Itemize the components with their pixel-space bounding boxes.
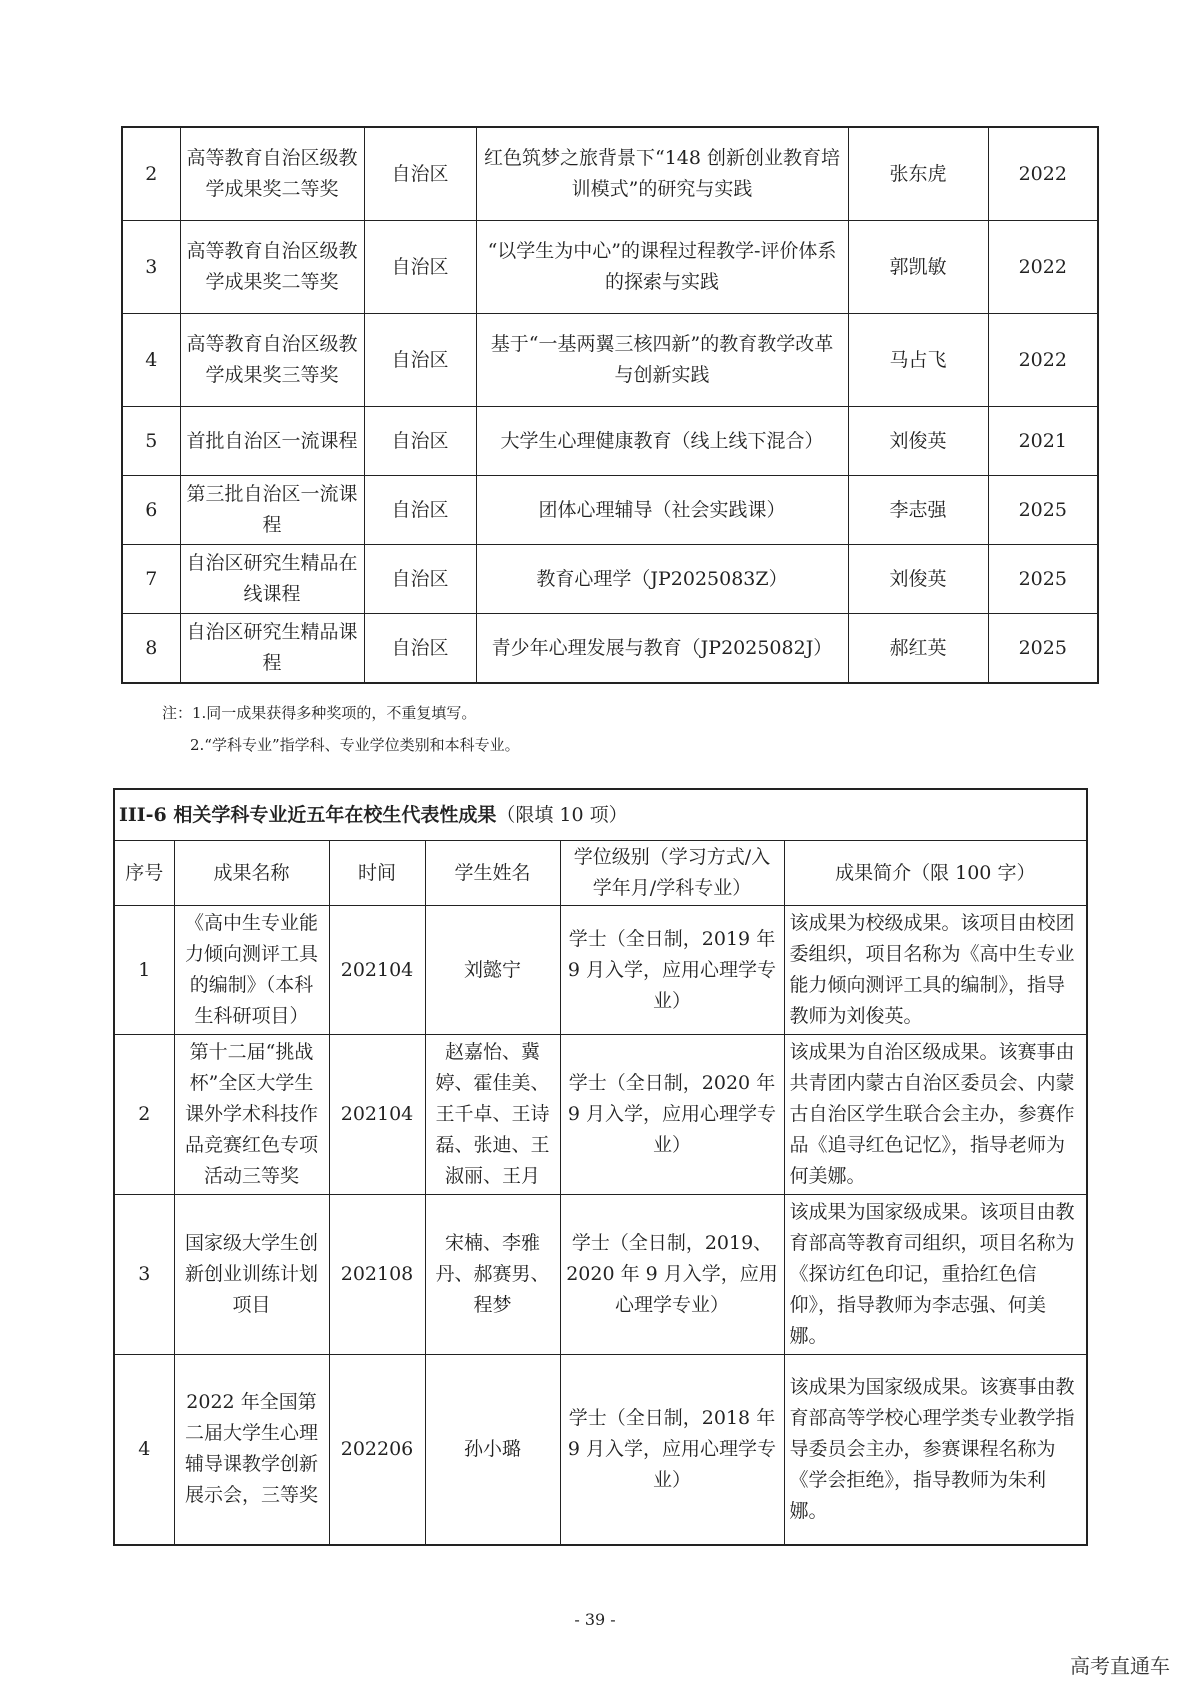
award-name: 自治区研究生精品在线课程 <box>180 545 364 614</box>
awards-table <box>121 126 1099 684</box>
page-number: - 39 - <box>574 1610 616 1629</box>
award-level: 自治区 <box>364 407 476 476</box>
award-year: 2021 <box>988 407 1098 476</box>
award-level: 自治区 <box>364 221 476 314</box>
award-name: 高等教育自治区级教学成果奖二等奖 <box>180 127 364 221</box>
row-no: 6 <box>122 476 180 545</box>
achievement-name: “以学生为中心”的课程过程教学-评价体系的探索与实践 <box>476 221 848 314</box>
award-year: 2022 <box>988 127 1098 221</box>
achievement-time: 202206 <box>329 1355 425 1545</box>
student-names: 孙小璐 <box>425 1355 560 1545</box>
table-row <box>114 906 1087 1035</box>
award-level: 自治区 <box>364 476 476 545</box>
row-no: 5 <box>122 407 180 476</box>
student-names: 赵嘉怡、冀婷、霍佳美、王千卓、王诗磊、张迪、王淑丽、王月 <box>425 1035 560 1195</box>
header-name: 成果名称 <box>174 841 329 906</box>
achievement-name: 教育心理学（JP2025083Z） <box>476 545 848 614</box>
achievement-name: 基于“一基两翼三核四新”的教育教学改革与创新实践 <box>476 314 848 407</box>
achievement-intro: 该成果为自治区级成果。该赛事由共青团内蒙古自治区委员会、内蒙古自治区学生联合会主办，参赛作品《追寻红色记忆》，指导老师为何美娜。 <box>784 1035 1087 1195</box>
student-names: 宋楠、李雅丹、郝赛男、程梦 <box>425 1195 560 1355</box>
footnote-2: 2.“学科专业”指学科、专业学位类别和本科专业。 <box>190 736 520 754</box>
degree-info: 学士（全日制，2018 年 9 月入学，应用心理学专业） <box>560 1355 784 1545</box>
student-names: 刘懿宁 <box>425 906 560 1035</box>
person-name: 郝红英 <box>848 614 988 684</box>
row-no: 4 <box>114 1355 174 1545</box>
watermark: 高考直通车 <box>1070 1654 1170 1678</box>
degree-info: 学士（全日制，2020 年 9 月入学，应用心理学专业） <box>560 1035 784 1195</box>
award-year: 2025 <box>988 476 1098 545</box>
person-name: 张东虎 <box>848 127 988 221</box>
degree-info: 学士（全日制，2019、2020 年 9 月入学，应用心理学专业） <box>560 1195 784 1355</box>
person-name: 李志强 <box>848 476 988 545</box>
award-name: 高等教育自治区级教学成果奖二等奖 <box>180 221 364 314</box>
table-row <box>122 127 1098 221</box>
table-row <box>114 1355 1087 1545</box>
section-title-limit: （限填 10 项） <box>496 803 628 826</box>
achievement-intro: 该成果为国家级成果。该项目由教育部高等教育司组织，项目名称为《探访红色印记，重拾红色信仰》，指导教师为李志强、何美娜。 <box>784 1195 1087 1355</box>
achievement-name: 2022 年全国第二届大学生心理辅导课教学创新展示会，三等奖 <box>174 1355 329 1545</box>
award-year: 2025 <box>988 545 1098 614</box>
award-level: 自治区 <box>364 545 476 614</box>
achievement-time: 202104 <box>329 906 425 1035</box>
row-no: 4 <box>122 314 180 407</box>
table-row <box>122 407 1098 476</box>
person-name: 刘俊英 <box>848 545 988 614</box>
person-name: 郭凯敏 <box>848 221 988 314</box>
row-no: 3 <box>122 221 180 314</box>
achievement-name: 大学生心理健康教育（线上线下混合） <box>476 407 848 476</box>
award-name: 自治区研究生精品课程 <box>180 614 364 684</box>
person-name: 马占飞 <box>848 314 988 407</box>
achievement-time: 202104 <box>329 1035 425 1195</box>
row-no: 1 <box>114 906 174 1035</box>
table-row <box>122 476 1098 545</box>
award-level: 自治区 <box>364 127 476 221</box>
achievement-name: 第十二届“挑战杯”全区大学生课外学术科技作品竞赛红色专项活动三等奖 <box>174 1035 329 1195</box>
award-name: 高等教育自治区级教学成果奖三等奖 <box>180 314 364 407</box>
section-title-main: III-6 相关学科专业近五年在校生代表性成果 <box>119 803 497 826</box>
achievement-name: 《高中生专业能力倾向测评工具的编制》（本科生科研项目） <box>174 906 329 1035</box>
achievement-intro: 该成果为校级成果。该项目由校团委组织，项目名称为《高中生专业能力倾向测评工具的编制》，指导教师为刘俊英。 <box>784 906 1087 1035</box>
award-name: 第三批自治区一流课程 <box>180 476 364 545</box>
header-no: 序号 <box>114 841 174 906</box>
table-row <box>122 221 1098 314</box>
award-year: 2022 <box>988 221 1098 314</box>
header-time: 时间 <box>329 841 425 906</box>
header-intro: 成果简介（限 100 字） <box>784 841 1087 906</box>
person-name: 刘俊英 <box>848 407 988 476</box>
achievement-name: 团体心理辅导（社会实践课） <box>476 476 848 545</box>
footnote-1: 注：1.同一成果获得多种奖项的，不重复填写。 <box>162 704 477 722</box>
achievement-time: 202108 <box>329 1195 425 1355</box>
row-no: 2 <box>114 1035 174 1195</box>
table-row <box>122 545 1098 614</box>
row-no: 2 <box>122 127 180 221</box>
row-no: 8 <box>122 614 180 684</box>
header-row <box>114 841 1087 906</box>
achievement-intro: 该成果为国家级成果。该赛事由教育部高等学校心理学类专业教学指导委员会主办，参赛课程名称为《学会拒绝》，指导教师为朱利娜。 <box>784 1355 1087 1545</box>
award-level: 自治区 <box>364 314 476 407</box>
row-no: 7 <box>122 545 180 614</box>
award-year: 2025 <box>988 614 1098 684</box>
table-row <box>114 1035 1087 1195</box>
achievement-name: 国家级大学生创新创业训练计划项目 <box>174 1195 329 1355</box>
award-level: 自治区 <box>364 614 476 684</box>
award-year: 2022 <box>988 314 1098 407</box>
student-achievements-table <box>113 788 1088 1546</box>
award-name: 首批自治区一流课程 <box>180 407 364 476</box>
achievement-name: 红色筑梦之旅背景下“148 创新创业教育培训模式”的研究与实践 <box>476 127 848 221</box>
header-students: 学生姓名 <box>425 841 560 906</box>
header-degree: 学位级别（学习方式/入学年月/学科专业） <box>560 841 784 906</box>
table-row <box>122 614 1098 684</box>
table-row <box>114 1195 1087 1355</box>
achievement-name: 青少年心理发展与教育（JP2025082J） <box>476 614 848 684</box>
degree-info: 学士（全日制，2019 年 9 月入学，应用心理学专业） <box>560 906 784 1035</box>
section-title <box>114 789 1087 841</box>
row-no: 3 <box>114 1195 174 1355</box>
table-row <box>122 314 1098 407</box>
